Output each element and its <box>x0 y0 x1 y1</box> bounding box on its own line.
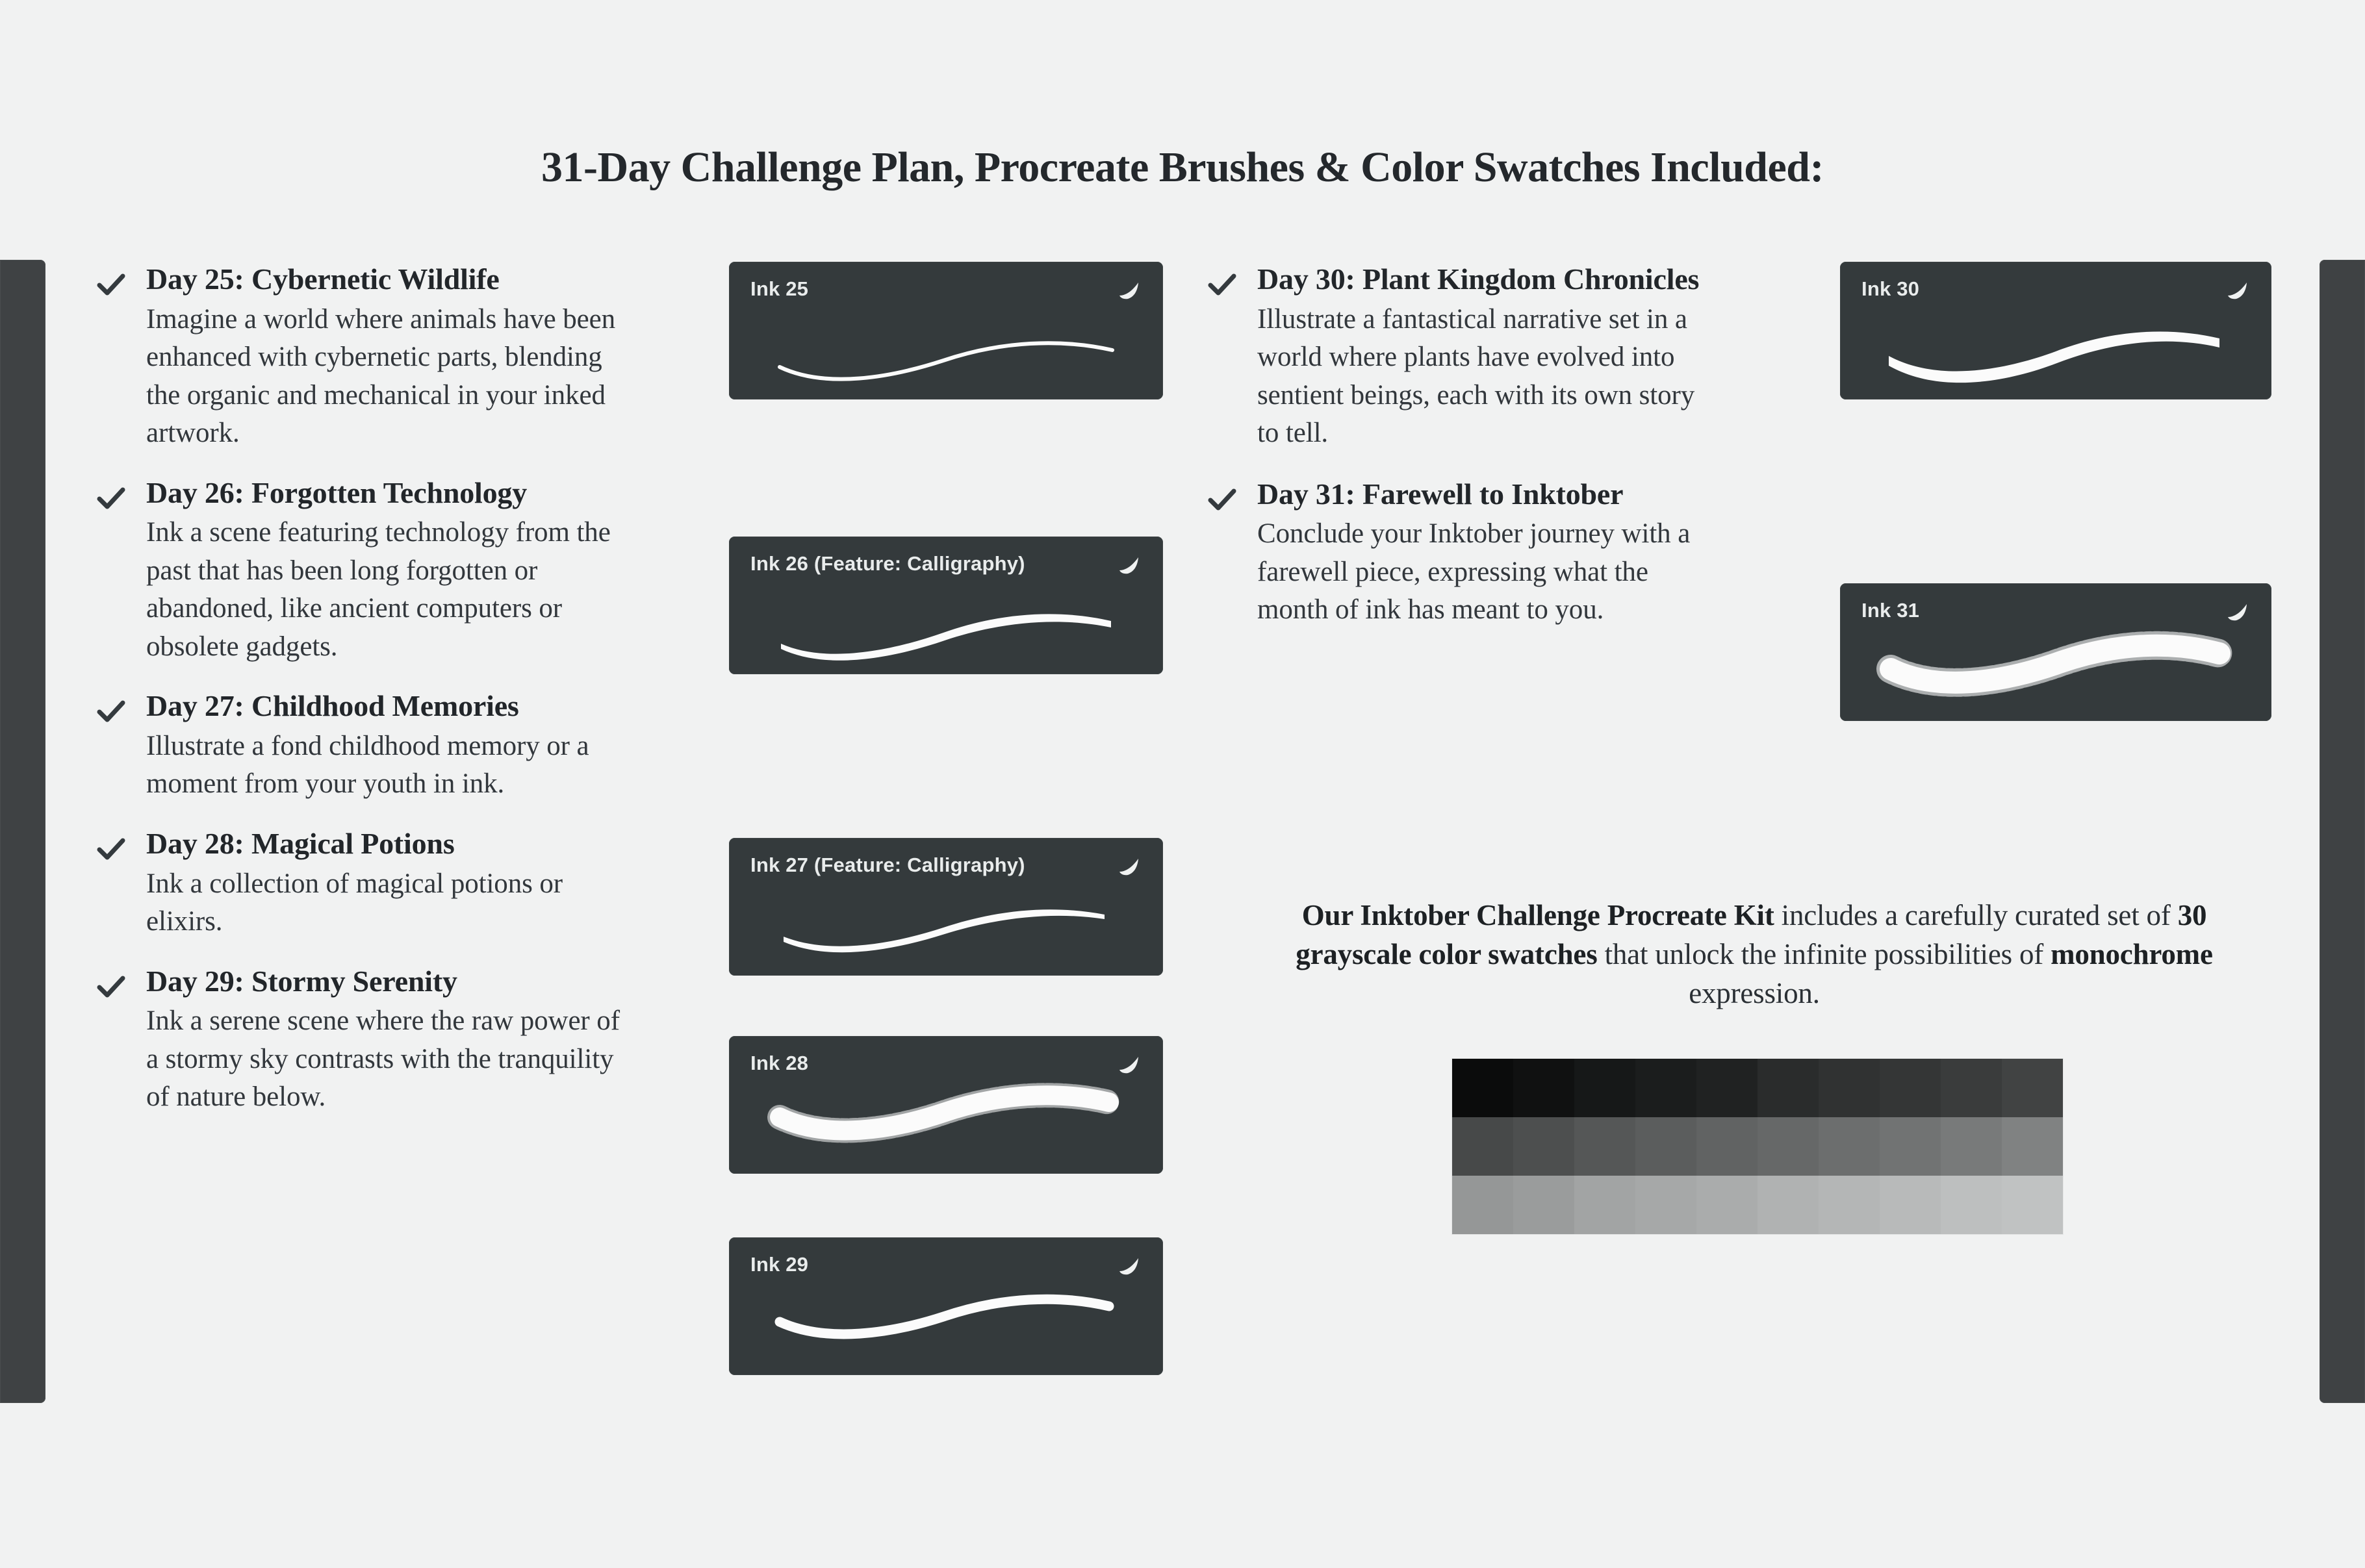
right-day-list <box>1205 260 1719 629</box>
brush-card-label: Ink 31 <box>1861 599 1920 622</box>
swatch-r2-c8[interactable] <box>1880 1117 1941 1176</box>
day-title: Day 30: Plant Kingdom Chronicles <box>1257 262 1700 296</box>
check-icon <box>94 832 128 866</box>
swatch-r1-c7[interactable] <box>1819 1059 1880 1117</box>
day-description: Ink a scene featuring technology from the past that has been long forgotten or abandoned, like ancient computers or obsolete gadgets. <box>146 517 611 662</box>
promo-paragraph <box>1283 896 2225 1013</box>
promo-mid-2: that unlock the infinite possibilities of <box>1597 937 2051 970</box>
cutoff-brush-card-left <box>0 260 45 1403</box>
leaf-icon <box>2225 276 2252 303</box>
swatch-r3-c4[interactable] <box>1635 1176 1696 1234</box>
swatch-r3-c9[interactable] <box>1941 1176 2002 1234</box>
swatch-r2-c7[interactable] <box>1819 1117 1880 1176</box>
day-item-30 <box>1205 260 1719 453</box>
swatch-r3-c2[interactable] <box>1513 1176 1574 1234</box>
brush-card-label: Ink 28 <box>750 1052 809 1074</box>
brush-card-label: Ink 26 (Feature: Calligraphy) <box>750 552 1025 575</box>
brush-card-ink-28[interactable] <box>729 1036 1163 1174</box>
day-title: Day 28: Magical Potions <box>146 826 455 860</box>
swatch-r1-c4[interactable] <box>1635 1059 1696 1117</box>
day-description: Conclude your Inktober journey with a farewell piece, expressing what the month of ink has meant to you. <box>1257 518 1691 626</box>
check-icon <box>94 694 128 728</box>
cutoff-brush-card-right <box>2320 260 2365 1403</box>
day-description: Ink a collection of magical potions or elixirs. <box>146 868 563 937</box>
promo-mid-1: includes a carefully curated set of <box>1774 899 2178 931</box>
check-icon <box>1205 268 1239 301</box>
day-item-27 <box>94 687 633 803</box>
promo-tail: expression. <box>1689 976 1820 1009</box>
swatch-r2-c9[interactable] <box>1941 1117 2002 1176</box>
day-item-25 <box>94 260 633 453</box>
left-day-list <box>94 260 633 1117</box>
brush-card-label: Ink 29 <box>750 1253 809 1276</box>
day-description: Ink a serene scene where the raw power of a stormy sky contrasts with the tranquility of nature below. <box>146 1005 620 1113</box>
swatch-r1-c5[interactable] <box>1696 1059 1758 1117</box>
swatch-r1-c10[interactable] <box>2002 1059 2063 1117</box>
swatch-r3-c7[interactable] <box>1819 1176 1880 1234</box>
swatch-r2-c2[interactable] <box>1513 1117 1574 1176</box>
day-item-28 <box>94 824 633 941</box>
swatch-r1-c6[interactable] <box>1758 1059 1819 1117</box>
promo-highlight-monochrome: monochrome <box>2051 937 2213 970</box>
swatch-r1-c8[interactable] <box>1880 1059 1941 1117</box>
day-description: Illustrate a fantastical narrative set in a world where plants have evolved into sentient beings, each with its own story to tell. <box>1257 303 1695 449</box>
brush-card-ink-25[interactable] <box>729 262 1163 399</box>
swatch-r3-c8[interactable] <box>1880 1176 1941 1234</box>
leaf-icon <box>2225 598 2252 625</box>
day-title: Day 26: Forgotten Technology <box>146 475 527 509</box>
swatch-r2-c5[interactable] <box>1696 1117 1758 1176</box>
brush-card-label: Ink 25 <box>750 277 809 300</box>
leaf-icon <box>1116 1050 1144 1078</box>
day-title: Day 25: Cybernetic Wildlife <box>146 262 500 296</box>
check-icon <box>1205 483 1239 516</box>
swatch-r2-c1[interactable] <box>1452 1117 1513 1176</box>
leaf-icon <box>1116 1252 1144 1279</box>
brush-card-label: Ink 27 (Feature: Calligraphy) <box>750 854 1025 876</box>
day-description: Imagine a world where animals have been enhanced with cybernetic parts, blending the organic and mechanical in your inked artwork. <box>146 303 616 449</box>
swatch-r2-c6[interactable] <box>1758 1117 1819 1176</box>
day-item-29 <box>94 962 633 1117</box>
brush-card-ink-30[interactable] <box>1840 262 2271 399</box>
brush-card-ink-26[interactable] <box>729 537 1163 674</box>
brush-card-label: Ink 30 <box>1861 277 1920 300</box>
check-icon <box>94 481 128 515</box>
swatch-r2-c4[interactable] <box>1635 1117 1696 1176</box>
promo-lead: Our Inktober Challenge Procreate Kit <box>1301 899 1774 931</box>
swatch-r3-c10[interactable] <box>2002 1176 2063 1234</box>
swatch-r1-c9[interactable] <box>1941 1059 2002 1117</box>
check-icon <box>94 268 128 301</box>
swatch-r1-c2[interactable] <box>1513 1059 1574 1117</box>
page-title: 31-Day Challenge Plan, Procreate Brushes & Color Swatches Included: <box>541 144 1824 191</box>
swatch-r2-c3[interactable] <box>1574 1117 1635 1176</box>
brush-card-ink-29[interactable] <box>729 1237 1163 1375</box>
day-description: Illustrate a fond childhood memory or a moment from your youth in ink. <box>146 730 589 800</box>
swatch-r1-c3[interactable] <box>1574 1059 1635 1117</box>
promo-highlight-swatches: 30 grayscale color swatches <box>1296 899 2207 970</box>
leaf-icon <box>1116 551 1144 578</box>
swatch-r2-c10[interactable] <box>2002 1117 2063 1176</box>
swatch-r3-c3[interactable] <box>1574 1176 1635 1234</box>
brush-card-ink-27[interactable] <box>729 838 1163 976</box>
swatch-r3-c1[interactable] <box>1452 1176 1513 1234</box>
swatch-r3-c6[interactable] <box>1758 1176 1819 1234</box>
day-item-31 <box>1205 475 1719 629</box>
leaf-icon <box>1116 276 1144 303</box>
check-icon <box>94 970 128 1004</box>
leaf-icon <box>1116 852 1144 879</box>
grayscale-swatch-grid[interactable] <box>1452 1059 2063 1234</box>
swatch-r1-c1[interactable] <box>1452 1059 1513 1117</box>
day-title: Day 27: Childhood Memories <box>146 689 519 723</box>
swatch-r3-c5[interactable] <box>1696 1176 1758 1234</box>
day-title: Day 29: Stormy Serenity <box>146 964 457 998</box>
brush-card-ink-31[interactable] <box>1840 583 2271 721</box>
day-item-26 <box>94 474 633 666</box>
day-title: Day 31: Farewell to Inktober <box>1257 477 1624 511</box>
